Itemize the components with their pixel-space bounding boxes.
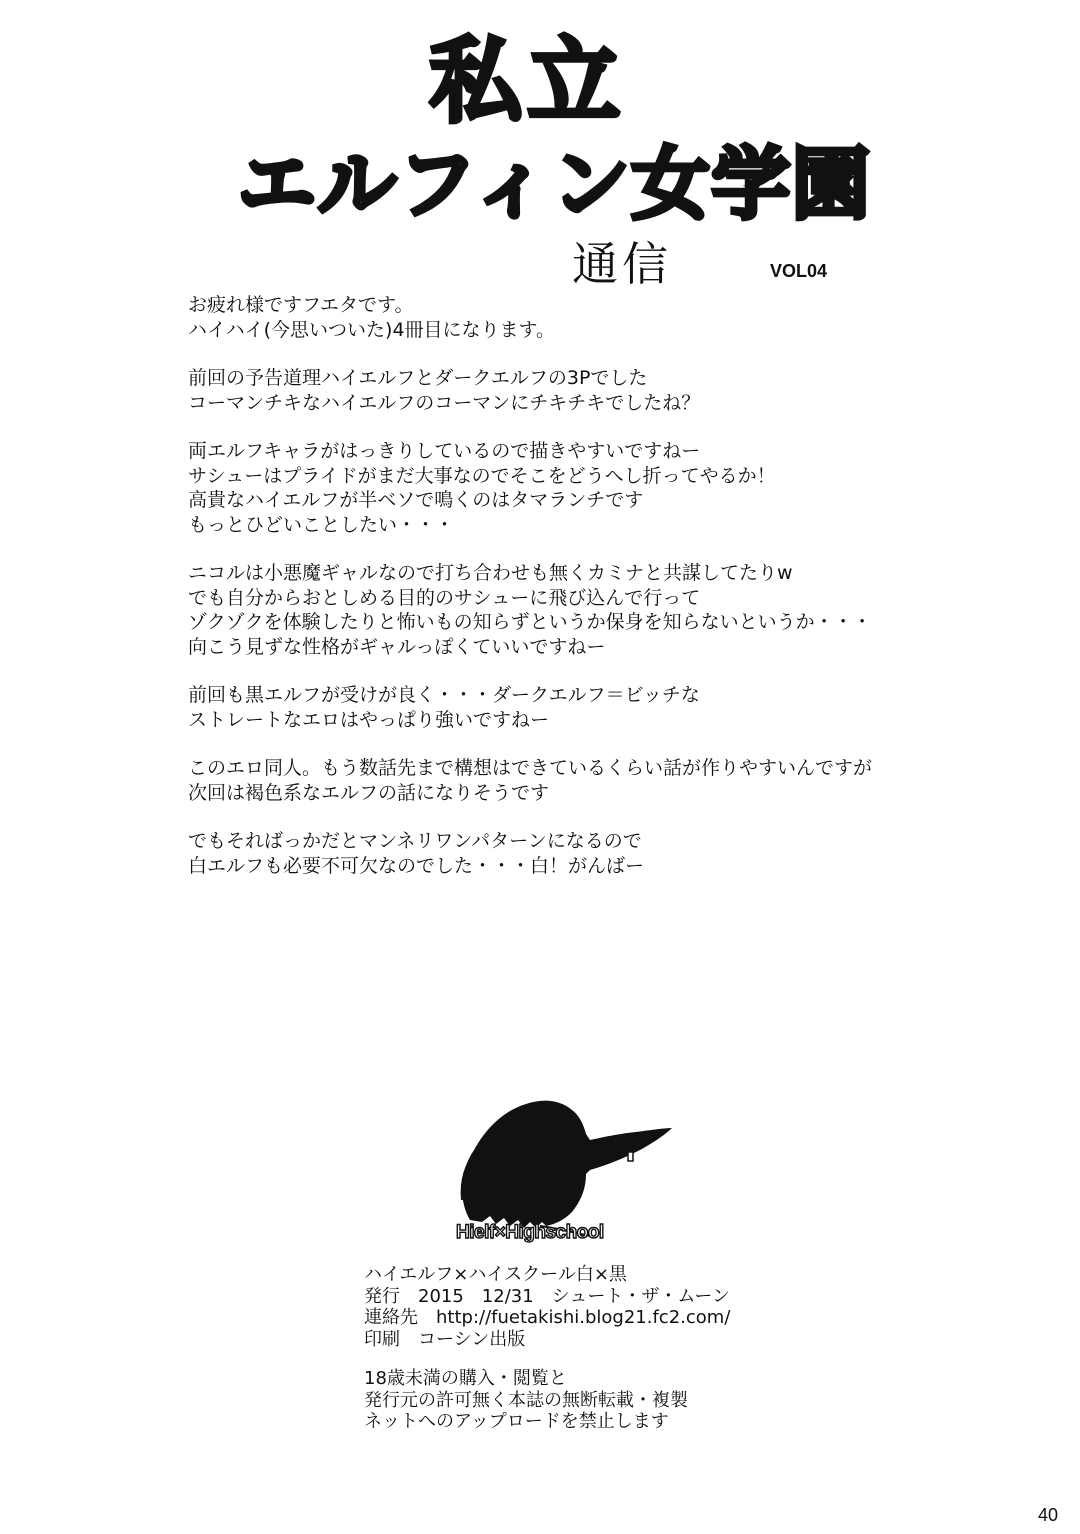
paragraph <box>188 439 948 537</box>
masthead <box>0 28 1080 291</box>
text-line: 両エルフキャラがはっきりしているので描きやすいですねー <box>188 440 701 462</box>
issue-info: 発行 2015 12/31 シュート・ザ・ムーン <box>364 1285 731 1307</box>
text-line: ゾクゾクを体験したりと怖いもの知らずというか保身を知らないというか・・・ <box>188 611 872 633</box>
text-line: コーマンチキなハイエルフのコーマンにチキチキでしたね？ <box>188 391 701 414</box>
spacer <box>364 1350 730 1368</box>
text-line: 前回も黒エルフが受けが良く・・・ダークエルフ＝ビッチな <box>188 684 700 706</box>
text-line: 白エルフも必要不可欠なのでした・・・白！がんばー <box>188 854 645 877</box>
text-line: でも自分からおとしめる目的のサシューに飛び込んで行って <box>188 586 701 609</box>
paragraph <box>188 293 948 342</box>
text-line: 前回の予告道理ハイエルフとダークエルフの3Pでした <box>188 367 648 389</box>
text-line: でもそればっかだとマンネリワンパターンになるので <box>188 830 642 852</box>
book-title: ハイエルフ×ハイスクール白×黒 <box>364 1264 627 1285</box>
masthead-title-line1: 私立 <box>430 28 627 135</box>
text-line: 向こう見ずな性格がギャルっぽくていいですねー <box>188 635 606 658</box>
colophon <box>364 1264 730 1433</box>
text-line: お疲れ様ですフエタです。 <box>188 294 414 316</box>
text-line: ニコルは小悪魔ギャルなので打ち合わせも無くカミナと共謀してたりw <box>188 562 793 584</box>
notice-line: ネットへのアップロードを禁止します <box>364 1411 669 1432</box>
text-line: もっとひどいことしたい・・・ <box>188 513 455 536</box>
text-line: このエロ同人。もう数話先まで構想はできているくらい話が作りやすいんですが <box>188 757 873 779</box>
paragraph <box>188 756 948 805</box>
logo-caption: Hielf×Highschool <box>456 1222 604 1243</box>
paragraph <box>188 366 948 415</box>
masthead-subtitle: 通信 <box>572 237 672 291</box>
contact-info: 連絡先 http://fuetakishi.blog21.fc2.com/ <box>364 1307 731 1328</box>
text-line: サシューはプライドがまだ大事なのでそこをどうへし折ってやるか！ <box>188 464 776 487</box>
paragraph <box>188 829 948 878</box>
paragraph <box>188 561 948 659</box>
printing-info: 印刷 コーシン出版 <box>364 1328 526 1350</box>
paragraph <box>188 683 948 732</box>
text-line: ハイハイ(今思いついた)4冊目になります。 <box>188 318 556 341</box>
notice-line: 発行元の許可無く本誌の無断転載・複製 <box>364 1389 688 1411</box>
volume-label: VOL04 <box>770 261 828 281</box>
text-line: 次回は褐色系なエルフの話になりそうです <box>188 781 550 804</box>
masthead-title-line2: エルフィン女学園 <box>238 140 872 230</box>
afterword-body <box>188 293 948 902</box>
text-line: 高貴なハイエルフが半ベソで鳴くのはタマランチです <box>188 489 644 511</box>
notice-line: 18歳未満の購入・閲覧と <box>364 1368 567 1389</box>
text-line: ストレートなエロはやっぱり強いですねー <box>188 708 550 731</box>
page-number: 40 <box>1037 1505 1058 1525</box>
